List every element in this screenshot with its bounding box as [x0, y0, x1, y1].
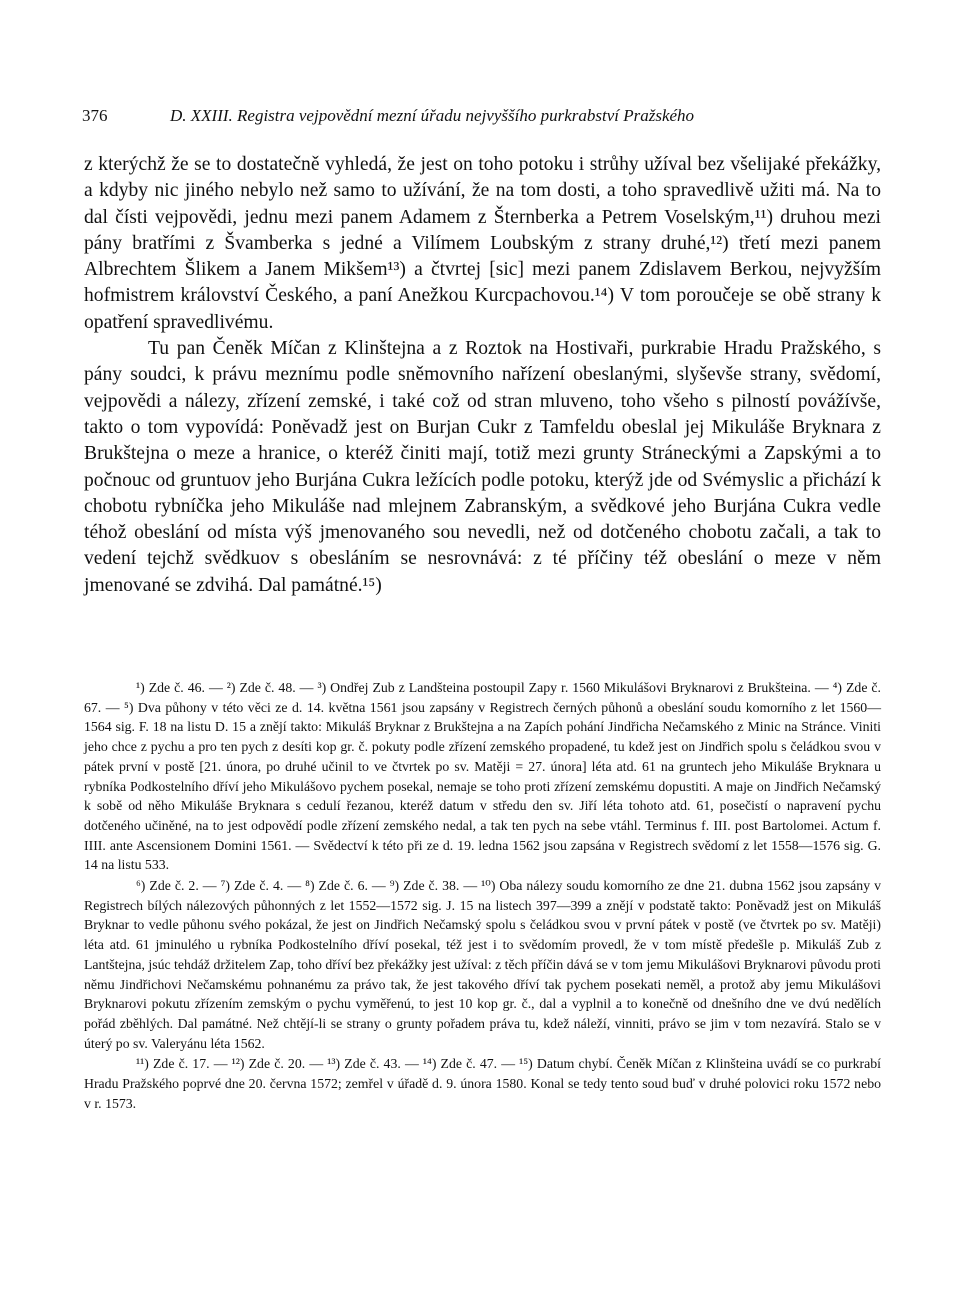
body-paragraph: z kterýchž že se to dostatečně vyhledá, že jest on toho potoku i strůhy užíval bez všelijaké překážky, a kdyby nic jiného nebylo než samo to užívání, že na tom dosti, a toho spravedlivě užiti má. Na to dal čísti vejpovědi, jednu mezi panem Adamem z Šternberka a Petrem Voselským,¹¹) druhou mezi pány bratřími z Švamberka s jedné a Vilímem Loubským z strany druhé,¹²) třetí mezi panem Albrechtem Šlikem a Janem Mikšem¹³) a čtvrtej [sic] mezi panem Zdislavem Berkou, nejvyžším hofmistrem království Českého, a paní Anežkou Kurcpachovou.¹⁴) V tom poroučeje se obě strany k opatření spravedlivému. [84, 154, 881, 333]
footnote-block: ¹) Zde č. 46. — ²) Zde č. 48. — ³) Ondřej Zub z Landšteina postoupil Zapy r. 1560 Mikulášovi Bryknarovi z Brukšteina. — ⁴) Zde č. 67. — ⁵) Dva půhony v této věci ze d. 14. května 1561 jsou zapsány v Registrech černých půhonů a obeslání soudu komorního z let 1560—1564 sig. F. 18 na listu D. 15 a znějí takto: Mikuláš Bryknar z Brukštejna a na Zapích pohání Jindřicha Nečamského z Minic na Stránce. Viniti jeho chce z pychu a pro ten pych z desíti kop gr. č. pokuty podle zřízení zemského propadené, tu kdež jest on Jindřich spolu s čeládkou svou v pátek první v postě [21. února, po druhé učinil to ve čtvrtek po sv. Matěji = 27. února] léta atd. 61 na gruntech jeho Mikuláše Bryknara u rybníka Podkostelního dříví jeho Mikulášovo pychem posekal, nemaje se toho proti zřízení zemskému dopustiti. A maje on Jindřich Nečamský k sobě od něho Mikuláše Bryknara s cedulí řezanou, kteréž datum v středu den sv. Jiří léta tohoto atd. 61, posečistí o napravení pychu dotčeného učiněné, na to jest odpovědí podle zřízení zemského nedal, a tak ten pych na sebe vtáhl. Terminus f. III. post Bartolomei. Actum f. IIII. ante Ascensionem Domini 1561. — Svědectví k této při ze d. 19. ledna 1562 jsou zapsána v Registrech svědomí z let 1558—1576 sig. G. 14 na listu 533. [84, 680, 881, 873]
running-title: D. XXIII. Registra vejpovědní mezní úřadu nejvyššího purkrabství Pražského [170, 106, 695, 125]
body-paragraph: Tu pan Čeněk Míčan z Klinštejna a z Roztok na Hostivaři, purkrabie Hradu Pražského, s pány soudci, k právu meznímu podle sněmovního nařízení obeslanými, slyševše strany, svědomí, vejpovědi a nálezy, zřízení zemské, i také což od stran mluveno, toho všeho s pilností povážívše, takto o tom vypovídá: Poněvadž jest on Burjan Cukr z Tamfeldu obeslal jej Mikuláše Bryknara z Brukštejna o meze a hranice, o kteréž činiti mají, totiž mezi grunty Stráneckými a Zapskými a to počnouc od gruntuov jeho Burjána Cukra ležících podle potoku, kterýž jde od Svémyslic a přichází k chobotu rybníčka jeho Mikuláše nad mlejnem Zabranským, a svědkové jeho Burjána Cukra vedle téhož obeslání od místa výš jmenovaného sou nevedli, než od dotčeného chobotu začali, a tak to vedení tejchž svědkuov s obesláním se nesrovnává: z té příčiny též obeslání o meze v něm jmenované se zdvihá. Dal památné.¹⁵) [84, 338, 881, 596]
page-number: 376 [82, 106, 108, 125]
page-header [84, 103, 881, 129]
main-text [84, 152, 881, 599]
footnote-block: ⁶) Zde č. 2. — ⁷) Zde č. 4. — ⁸) Zde č. 6. — ⁹) Zde č. 38. — ¹⁰) Oba nálezy soudu komorního ze dne 21. dubna 1562 jsou zapsány v Registrech bílých nálezových půhonných z let 1552—1572 sig. J. 15 na listech 397—399 a znějí v podstatě takto: Poněvadž jest on Mikuláš Bryknar to vedle půhonu svého pokázal, že jest on Jindřich Nečamský spolu s čeládkou svou v první pátek v postě (ve čtvrtek po sv. Matěji) léta atd. 61 jminulého u rybníka Podkostelního dříví posekal, též jest i to svědomím provedl, že v tom místě předešle p. Mikuláš Zub z Lantštejna, jsúc tehdáž držitelem Zap, toho dříví bez překážky jest užíval: z těch příčin dává se v tom jemu Mikulášovi Bryknarovi původu proti němu Jindřichovi Nečamskému pohnanému za právo tak, že jest takového dříví tak pychem posekati neměl, a protož aby jemu Mikulášovi Bryknarovi pokutu zřízením zemským o pychu vyměřenú, to jest 10 kop gr. č., dal a vyplnil a to konečně od dnešního dne ve dvú nedělích pořád zběhlých. Dal památné. Než chtějí-li se strany o grunty pořadem práva tu, kdež náleží, vinniti, právo se jim v tom nezavírá. Stalo se v úterý po sv. Valeryánu léta 1562. [84, 878, 881, 1051]
footnote-block: ¹¹) Zde č. 17. — ¹²) Zde č. 20. — ¹³) Zde č. 43. — ¹⁴) Zde č. 47. — ¹⁵) Datum chybí. Čeněk Míčan z Klinšteina uvádí se co purkrabí Hradu Pražského poprvé dne 20. června 1572; zemřel v úřadě d. 9. února 1580. Konal se tedy tento soud buď v druhé polovici roku 1572 nebo v r. 1573. [84, 1056, 881, 1111]
footnotes [84, 678, 881, 1113]
